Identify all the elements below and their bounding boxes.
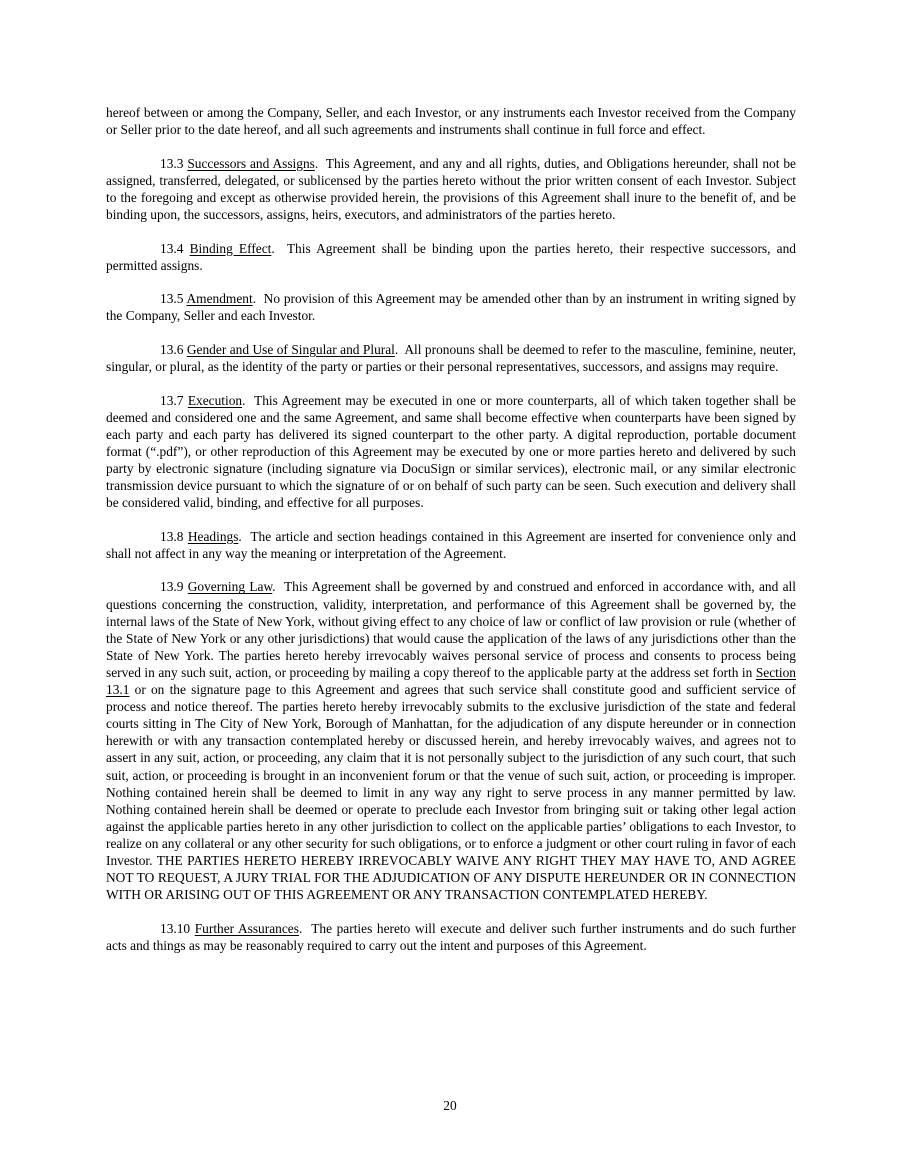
section-13-4 (106, 240, 796, 274)
section-number: 13.8 (160, 528, 184, 544)
section-heading: Governing Law (187, 579, 273, 595)
section-13-9 (106, 578, 796, 903)
section-text: This Agreement shall be binding upon the parties hereto, their respective successors, and permitted assigns. (106, 240, 796, 273)
section-heading: Execution (187, 392, 243, 408)
section-13-7 (106, 392, 796, 512)
section-heading: Headings (187, 528, 239, 544)
paragraph-text: hereof between or among the Company, Seller, and each Investor, or any instruments each Investor received from the Company or Seller prior to the date hereof, and all such agreements and instruments shall continue in full force and effect. (106, 105, 796, 138)
section-number: 13.3 (160, 155, 184, 171)
section-number: 13.10 (160, 920, 191, 936)
section-heading: Amendment (186, 291, 253, 307)
heading-period: . (272, 579, 276, 595)
section-number: 13.5 (160, 291, 184, 307)
continued-paragraph (106, 104, 796, 138)
section-text: The parties hereto will execute and deliver such further instruments and do such further acts and things as may be reasonably required to carry out the intent and purposes of this Agreement. (106, 920, 796, 953)
heading-period: . (238, 528, 242, 544)
section-text-part-1: This Agreement shall be governed by and construed and enforced in accordance with, and all questions concerning the construction, validity, interpretation, and performance of this Agreement shall be governed by, the internal laws of the State of New York, without giving effect to any choice of law or conflict of law provision or rule (whether of the State of New York or any other jurisdictions) that would cause the application of the laws of any jurisdictions other than the State of New York. The parties hereto hereby irrevocably waives personal service of process and consents to process being served in any such suit, action, or proceeding by mailing a copy thereof to the applicable party at the address set forth in (106, 579, 796, 680)
section-13-10 (106, 920, 796, 954)
section-heading: Further Assurances (194, 920, 299, 936)
heading-period: . (252, 291, 257, 307)
section-text: This Agreement, and any and all rights, duties, and Obligations hereunder, shall not be assigned, transferred, delegated, or sublicensed by the parties hereto without the prior written consent of each Investor. Subject to the foregoing and except as otherwise provided herein, the provisions of this Agreement shall inure to the benefit of, and be binding upon, the successors, assigns, heirs, executors, and administrators of the parties hereto. (106, 155, 796, 222)
page-number: 20 (443, 1098, 457, 1113)
section-13-6 (106, 341, 796, 375)
section-number: 13.6 (160, 341, 184, 357)
section-text-part-2: or on the signature page to this Agreement and agrees that such service shall constitute good and sufficient service of process and notice thereof. The parties hereto hereby irrevocably submits to the exclusive jurisdiction of the state and federal courts sitting in The City of New York, Borough of Manhattan, for the adjudication of any dispute hereunder or in connection herewith or with any transaction contemplated hereby or discussed herein, and hereby irrevocably waives, and agrees not to assert in any suit, action, or proceeding, any claim that it is not personally subject to the jurisdiction of any such court, that such suit, action, or proceeding is brought in an inconvenient forum or that the venue of such suit, action, or proceeding is improper. Nothing contained herein shall be deemed to limit in any way any right to serve process in any manner permitted by law. Nothing contained herein shall be deemed or operate to preclude each Investor from bringing suit or taking other legal action against the applicable parties hereto in any other jurisdiction to collect on the applicable parties’ obligations to each Investor, to realize on any collateral or any other security for such obligations, or to enforce a judgment or other court ruling in favor of each Investor. THE PARTIES HERETO HEREBY IRREVOCABLY WAIVE ANY RIGHT THEY MAY HAVE TO, AND AGREE NOT TO REQUEST, A JURY TRIAL FOR THE ADJUDICATION OF ANY DISPUTE HEREUNDER OR IN CONNECTION WITH OR ARISING OUT OF THIS AGREEMENT OR ANY TRANSACTION CONTEMPLATED HEREBY. (106, 682, 796, 903)
section-number: 13.4 (160, 240, 184, 256)
section-cross-reference: Section 13.1 (106, 664, 796, 698)
heading-period: . (298, 920, 303, 936)
section-text: This Agreement may be executed in one or more counterparts, all of which taken together shall be deemed and considered one and the same Agreement, and same shall become effective when counterparts have been signed by each party and each party has delivered its signed counterpart to the other party. A digital reproduction, portable document format (“.pdf”), or other reproduction of this Agreement may be executed by one or more parties hereto and delivered by such party by electronic signature (including signature via DocuSign or similar services), electronic mail, or any similar electronic transmission device pursuant to which the signature of or on behalf of such party can be seen. Such execution and delivery shall be considered valid, binding, and effective for all purposes. (106, 392, 796, 511)
section-text: No provision of this Agreement may be amended other than by an instrument in writing signed by the Company, Seller and each Investor. (106, 291, 796, 324)
heading-period: . (271, 240, 275, 256)
section-13-8 (106, 528, 796, 562)
section-heading: Gender and Use of Singular and Plural (186, 341, 395, 357)
section-text: All pronouns shall be deemed to refer to the masculine, feminine, neuter, singular, or plural, as the identity of the party or parties or their personal representatives, successors, and assigns may require. (106, 341, 796, 375)
section-number: 13.9 (160, 579, 184, 595)
section-13-3 (106, 155, 796, 223)
section-heading: Binding Effect (189, 240, 272, 256)
section-heading: Successors and Assigns (187, 155, 315, 171)
heading-period: . (394, 341, 399, 357)
document-page (106, 104, 796, 970)
section-number: 13.7 (160, 392, 184, 408)
section-text: The article and section headings contained in this Agreement are inserted for convenience only and shall not affect in any way the meaning or interpretation of the Agreement. (106, 528, 796, 561)
heading-period: . (314, 155, 319, 171)
section-13-5 (106, 290, 796, 324)
heading-period: . (242, 392, 246, 408)
